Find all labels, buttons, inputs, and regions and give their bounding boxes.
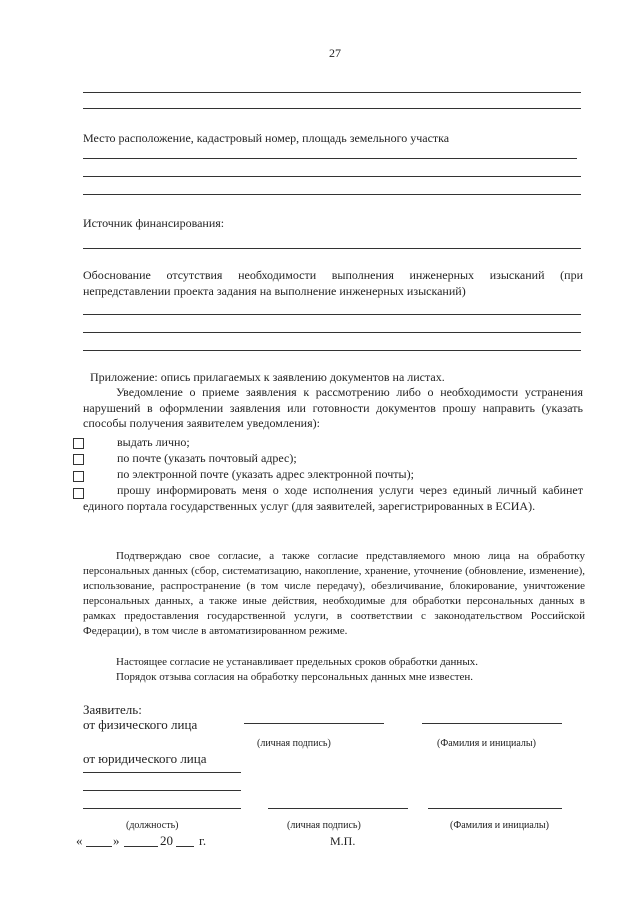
date-month-line[interactable] (124, 846, 158, 847)
justification-label: Обоснование отсутствия необходимости выполнения инженерных изысканий (при непредставлении проекта задания на выполнение инженерных изысканий) (83, 268, 583, 298)
date-year-suffix: г. (199, 833, 207, 848)
consent-term-text: Настоящее согласие не устанавливает предельных сроков обработки данных. (116, 656, 478, 668)
option-post-label: по почте (указать почтовый адрес); (117, 451, 297, 465)
consent-withdraw-text: Порядок отзыва согласия на обработку персональных данных мне известен. (116, 671, 474, 683)
location-label: Место расположение, кадастровый номер, площадь земельного участка (83, 131, 450, 145)
legal-name-line[interactable] (428, 808, 562, 809)
legal-entity-line[interactable] (83, 772, 241, 773)
individual-name-caption: (Фамилия и инициалы) (437, 738, 536, 749)
legal-signature-caption: (личная подпись) (287, 820, 361, 831)
date-quote-open: « (76, 833, 83, 848)
option-checkbox-in-person[interactable] (73, 438, 84, 449)
individual-label: от физического лица (83, 717, 198, 732)
legal-position-line[interactable] (83, 808, 241, 809)
location-input-line[interactable] (83, 158, 577, 159)
notification-text: Уведомление о приеме заявления к рассмотрению либо о необходимости устранения нарушений в оформлении заявления или готовности документов прошу направить (указать способы получения заявителем уведомления): (83, 385, 583, 430)
date-day-line[interactable] (86, 846, 112, 847)
justification-input-line[interactable] (83, 314, 581, 315)
blank-line (83, 108, 581, 109)
legal-name-caption: (Фамилия и инициалы) (450, 820, 549, 831)
page-number: 27 (329, 46, 341, 60)
option-checkbox-post[interactable] (73, 454, 84, 465)
consent-text: Подтверждаю свое согласие, а также согласие представляемого мною лица на обработку персональных данных (сбор, систематизацию, накопление, хранение, уточнение (обновление, изменение), использование, распространение (в том числе передачу), обезличивание, блокирование, уничтожение персональных данных, а также иные действия, необходимые для обработки персональных данных в рамках предоставления государственной услуги, в соответствии с законодательством Российской Федерации), в том числе в автоматизированном режиме. (83, 550, 585, 637)
justification-input-line[interactable] (83, 332, 581, 333)
stamp-label: М.П. (330, 834, 356, 848)
financing-label: Источник финансирования: (83, 216, 225, 230)
option-portal-label: прошу информировать меня о ходе исполнения услуги через единый личный кабинет единого портала государственных услуг (для заявителей, зарегистрированных в ЕСИА). (83, 483, 583, 513)
legal-entity-label: от юридического лица (83, 751, 207, 766)
individual-name-line[interactable] (422, 723, 562, 724)
date-quote-close: » (113, 833, 120, 848)
option-in-person-label: выдать лично; (117, 435, 190, 449)
justification-input-line[interactable] (83, 350, 581, 351)
legal-signature-line[interactable] (268, 808, 408, 809)
applicant-label: Заявитель: (83, 702, 142, 717)
individual-signature-line[interactable] (244, 723, 384, 724)
attachment-text: Приложение: опись прилагаемых к заявлению документов на листах. (90, 370, 445, 384)
location-input-line[interactable] (83, 176, 581, 177)
date-year-line[interactable] (176, 846, 194, 847)
position-caption: (должность) (126, 820, 179, 831)
date-year-prefix: 20 (160, 833, 173, 848)
option-email-label: по электронной почте (указать адрес электронной почты); (117, 467, 414, 481)
blank-line (83, 92, 581, 93)
option-checkbox-email[interactable] (73, 471, 84, 482)
financing-input-line[interactable] (83, 248, 581, 249)
legal-entity-line[interactable] (83, 790, 241, 791)
location-input-line[interactable] (83, 194, 581, 195)
individual-signature-caption: (личная подпись) (257, 738, 331, 749)
